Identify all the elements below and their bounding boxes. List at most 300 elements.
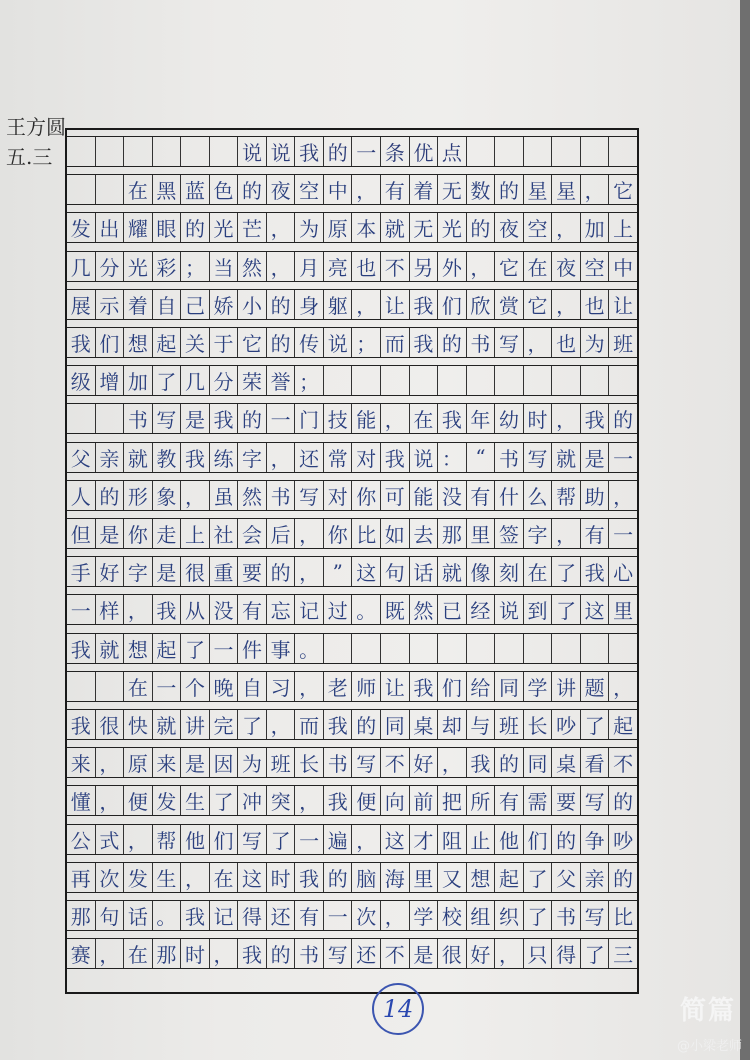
grid-cell [67, 175, 95, 204]
grid-cell: 同 [523, 748, 552, 777]
grid-cell: 刻 [494, 557, 523, 586]
grid-cell: 为 [580, 328, 609, 357]
grid-cell [437, 366, 466, 395]
grid-cell: 赛 [70, 943, 91, 968]
grid-cell: 写 [580, 786, 609, 815]
grid-cell: 虽 [209, 481, 238, 510]
grid-cell: ， [95, 748, 124, 777]
grid-cell: 赏 [494, 290, 523, 319]
grid-cell: 。 [152, 901, 181, 930]
grid-cell: 是 [95, 519, 124, 548]
grid-cell [523, 137, 552, 166]
grid-cell: 的 [266, 290, 295, 319]
grid-cell: 我 [180, 901, 209, 930]
grid-cell: 学 [523, 672, 552, 701]
grid-cell: 条 [380, 137, 409, 166]
grid-cell: 空 [580, 252, 609, 281]
grid-cell: 对 [323, 481, 352, 510]
grid-cell: 过 [323, 595, 352, 624]
grid-cell: 就 [123, 443, 152, 472]
text-row [67, 480, 637, 511]
grid-cell: 话 [123, 901, 152, 930]
grid-cell [67, 137, 95, 166]
grid-cell: 了 [551, 595, 580, 624]
grid-cell: 事 [266, 634, 295, 663]
grid-cell [608, 634, 637, 663]
grid-cell: ， [294, 786, 323, 815]
grid-cell: 好 [409, 748, 438, 777]
grid-cell: 晚 [209, 672, 238, 701]
grid-cell: 黑 [152, 175, 181, 204]
grid-cell: 们 [209, 825, 238, 854]
grid-cell: 快 [123, 710, 152, 739]
grid-cell: 既 [380, 595, 409, 624]
grid-cell: 从 [180, 595, 209, 624]
grid-cell: ； [294, 366, 323, 395]
grid-cell: 时 [266, 863, 295, 892]
grid-cell: 去 [409, 519, 438, 548]
grid-cell: ， [266, 252, 295, 281]
grid-cell: 是 [152, 557, 181, 586]
grid-cell: 出 [95, 213, 124, 242]
grid-cell: 社 [209, 519, 238, 548]
grid-cell: 光 [209, 213, 238, 242]
grid-cell: ， [209, 939, 238, 968]
grid-cell: 在 [123, 175, 152, 204]
grid-cell: 在 [123, 672, 152, 701]
grid-cell [551, 366, 580, 395]
grid-cell: 很 [180, 557, 209, 586]
grid-cell: 小 [237, 290, 266, 319]
grid-cell: 很 [95, 710, 124, 739]
text-row [67, 633, 637, 664]
grid-cell: 星 [551, 175, 580, 204]
grid-cell [580, 634, 609, 663]
grid-cell: 自 [237, 672, 266, 701]
grid-cell: 次 [95, 863, 124, 892]
grid-cell: 书 [123, 404, 152, 433]
grid-cell: ， [380, 901, 409, 930]
grid-cell: 着 [123, 290, 152, 319]
grid-cell: 给 [466, 672, 495, 701]
grid-cell: 了 [523, 863, 552, 892]
grid-cell: 还 [294, 443, 323, 472]
grid-cell: 这 [380, 825, 409, 854]
grid-cell: ， [551, 213, 580, 242]
page-number: 14 [372, 983, 424, 1035]
grid-cell: 他 [180, 825, 209, 854]
grid-cell [466, 634, 495, 663]
grid-cell: 了 [152, 366, 181, 395]
grid-cell: 另 [409, 252, 438, 281]
grid-cell: 来 [70, 752, 91, 777]
grid-cell: 中 [323, 175, 352, 204]
grid-cell: 传 [294, 328, 323, 357]
grid-cell: 着 [409, 175, 438, 204]
grid-cell: 幼 [494, 404, 523, 433]
grid-cell: 同 [494, 672, 523, 701]
grid-cell: 讲 [180, 710, 209, 739]
grid-cell: 帮 [152, 825, 181, 854]
grid-cell: 还 [351, 939, 380, 968]
grid-cell: 亲 [580, 863, 609, 892]
grid-cell: “ [466, 443, 495, 472]
grid-cell: 因 [209, 748, 238, 777]
grid-cell: 一 [209, 634, 238, 663]
grid-cell: ； [180, 252, 209, 281]
grid-cell: 题 [580, 672, 609, 701]
grid-cell: 走 [152, 519, 181, 548]
grid-cell: 芒 [237, 213, 266, 242]
grid-cell: 我 [580, 557, 609, 586]
grid-cell: 到 [523, 595, 552, 624]
grid-cell: 字 [523, 519, 552, 548]
text-row [67, 174, 637, 205]
grid-cell: 练 [209, 443, 238, 472]
grid-cell: 了 [580, 710, 609, 739]
grid-cell: 遍 [323, 825, 352, 854]
grid-cell: ， [266, 213, 295, 242]
grid-cell: 便 [123, 786, 152, 815]
grid-cell: 时 [523, 404, 552, 433]
grid-cell [123, 137, 152, 166]
grid-cell: 光 [123, 252, 152, 281]
grid-cell: 一 [608, 443, 637, 472]
grid-cell: 而 [380, 328, 409, 357]
grid-cell: 说 [237, 137, 266, 166]
grid-cell [494, 366, 523, 395]
grid-cell [466, 366, 495, 395]
grid-cell: 在 [523, 557, 552, 586]
grid-cell: 外 [437, 252, 466, 281]
grid-cell: 发 [123, 863, 152, 892]
grid-cell: 了 [180, 634, 209, 663]
grid-cell: 没 [209, 595, 238, 624]
grid-cell: 我 [294, 863, 323, 892]
grid-cell [551, 634, 580, 663]
grid-cell [95, 404, 124, 433]
grid-cell: 有 [294, 901, 323, 930]
grid-cell: 就 [380, 213, 409, 242]
grid-cell [494, 137, 523, 166]
grid-cell: 一 [351, 137, 380, 166]
grid-cell: 技 [323, 404, 352, 433]
grid-cell [67, 404, 95, 433]
grid-cell: 话 [409, 557, 438, 586]
grid-cell: 只 [523, 939, 552, 968]
grid-cell: 还 [266, 901, 295, 930]
grid-cell: 的 [180, 213, 209, 242]
grid-cell: 然 [237, 252, 266, 281]
grid-cell: 他 [494, 825, 523, 854]
grid-cell: 也 [580, 290, 609, 319]
grid-cell: 这 [237, 863, 266, 892]
grid-cell: 关 [180, 328, 209, 357]
grid-cell: ， [551, 519, 580, 548]
grid-cell: ； [351, 328, 380, 357]
grid-cell: 空 [523, 213, 552, 242]
text-row [67, 289, 637, 320]
grid-cell: 心 [608, 557, 637, 586]
grid-cell: 一 [152, 672, 181, 701]
grid-cell: 里 [466, 519, 495, 548]
grid-cell: 对 [351, 443, 380, 472]
grid-cell: 长 [523, 710, 552, 739]
grid-cell: ， [266, 443, 295, 472]
text-row [67, 556, 637, 587]
text-row [67, 824, 637, 855]
grid-cell: 师 [351, 672, 380, 701]
grid-cell: 止 [466, 825, 495, 854]
grid-cell: ， [266, 710, 295, 739]
grid-cell: 一 [70, 599, 91, 624]
grid-cell [523, 366, 552, 395]
grid-cell: 想 [466, 863, 495, 892]
grid-cell: 我 [180, 443, 209, 472]
grid-cell: 它 [494, 252, 523, 281]
grid-cell: 它 [608, 175, 637, 204]
grid-cell [95, 672, 124, 701]
grid-cell: 们 [523, 825, 552, 854]
grid-cell: 在 [123, 939, 152, 968]
grid-cell: 不 [380, 748, 409, 777]
grid-cell [380, 366, 409, 395]
grid-cell: 这 [580, 595, 609, 624]
grid-cell: 分 [209, 366, 238, 395]
grid-cell: 的 [266, 939, 295, 968]
grid-cell: ， [95, 939, 124, 968]
grid-cell: 手 [70, 561, 91, 586]
grid-cell: ， [437, 748, 466, 777]
grid-cell: 是 [409, 939, 438, 968]
grid-cell: 写 [494, 328, 523, 357]
grid-cell: 签 [494, 519, 523, 548]
grid-cell [466, 137, 495, 166]
grid-cell: 在 [409, 404, 438, 433]
grid-cell [580, 137, 609, 166]
grid-cell: 夜 [494, 213, 523, 242]
grid-cell: 们 [437, 672, 466, 701]
grid-cell: 的 [551, 825, 580, 854]
grid-cell: 忘 [266, 595, 295, 624]
grid-cell: 来 [152, 748, 181, 777]
grid-cell: 我 [70, 332, 91, 356]
grid-cell: 它 [523, 290, 552, 319]
grid-cell: 写 [237, 825, 266, 854]
grid-cell: 一 [608, 519, 637, 548]
grid-cell [551, 137, 580, 166]
grid-cell: ， [580, 175, 609, 204]
grid-cell: 的 [323, 863, 352, 892]
grid-cell: 中 [608, 252, 637, 281]
grid-cell: 公 [70, 828, 91, 853]
grid-cell: 了 [266, 825, 295, 854]
grid-cell: 。 [351, 595, 380, 624]
grid-cell: 是 [180, 404, 209, 433]
grid-cell: 书 [494, 443, 523, 472]
grid-cell: 不 [608, 748, 637, 777]
grid-cell: 数 [466, 175, 495, 204]
grid-cell: 无 [409, 213, 438, 242]
grid-cell: 一 [266, 404, 295, 433]
grid-cell: 助 [580, 481, 609, 510]
grid-cell: 句 [380, 557, 409, 586]
grid-cell: 眼 [152, 213, 181, 242]
grid-cell: 如 [380, 519, 409, 548]
grid-cell: 示 [95, 290, 124, 319]
grid-cell: 光 [437, 213, 466, 242]
grid-cell: 无 [437, 175, 466, 204]
grid-cell: 原 [123, 748, 152, 777]
grid-cell: ， [551, 404, 580, 433]
grid-cell: 为 [237, 748, 266, 777]
grid-cell: ， [351, 290, 380, 319]
text-row [67, 251, 637, 282]
grid-cell: ， [551, 290, 580, 319]
grid-cell: 加 [580, 213, 609, 242]
grid-cell: 冲 [237, 786, 266, 815]
grid-cell: ， [351, 825, 380, 854]
grid-cell: 那 [437, 519, 466, 548]
grid-cell: 学 [409, 901, 438, 930]
grid-cell: ” [323, 557, 352, 586]
grid-cell: 的 [323, 137, 352, 166]
grid-cell: 想 [123, 634, 152, 663]
grid-cell: 了 [551, 557, 580, 586]
grid-cell: 一 [323, 901, 352, 930]
grid-cell: 不 [380, 939, 409, 968]
grid-cell [95, 175, 124, 204]
grid-cell: 吵 [551, 710, 580, 739]
grid-cell: 自 [152, 290, 181, 319]
grid-cell: 有 [494, 786, 523, 815]
grid-cell: 的 [608, 404, 637, 433]
grid-cell: 欣 [466, 290, 495, 319]
grid-cell: 我 [294, 137, 323, 166]
grid-cell: 写 [580, 901, 609, 930]
grid-cell: 在 [209, 863, 238, 892]
grid-cell: 懂 [70, 790, 91, 815]
grid-cell: 身 [294, 290, 323, 319]
grid-cell: 但 [70, 523, 91, 547]
grid-cell: 才 [409, 825, 438, 854]
grid-cell: 一 [294, 825, 323, 854]
grid-cell: 班 [494, 710, 523, 739]
grid-cell: 次 [351, 901, 380, 930]
grid-cell: 的 [466, 213, 495, 242]
grid-cell: 有 [466, 481, 495, 510]
grid-cell: 脑 [351, 863, 380, 892]
grid-cell: 字 [237, 443, 266, 472]
grid-cell: 上 [180, 519, 209, 548]
grid-cell: 形 [123, 481, 152, 510]
grid-cell: 蓝 [180, 175, 209, 204]
grid-cell: 我 [580, 404, 609, 433]
grid-cell: 父 [70, 446, 91, 471]
grid-cell: 说 [409, 443, 438, 472]
grid-cell: 同 [380, 710, 409, 739]
grid-cell: 争 [580, 825, 609, 854]
grid-cell [351, 366, 380, 395]
grid-cell: 起 [494, 863, 523, 892]
grid-cell: 加 [123, 366, 152, 395]
grid-cell: 不 [380, 252, 409, 281]
grid-cell [323, 634, 352, 663]
grid-cell: 你 [123, 519, 152, 548]
grid-cell [95, 137, 124, 166]
grid-cell: 里 [409, 863, 438, 892]
grid-cell: 会 [237, 519, 266, 548]
grid-cell: 班 [608, 328, 637, 357]
text-row [67, 365, 637, 396]
grid-cell: 们 [95, 328, 124, 357]
grid-cell: ， [123, 595, 152, 624]
grid-cell: 里 [608, 595, 637, 624]
grid-cell: 的 [494, 748, 523, 777]
text-row [67, 747, 637, 778]
grid-cell: 亲 [95, 443, 124, 472]
grid-cell: 可 [380, 481, 409, 510]
grid-cell [351, 634, 380, 663]
grid-cell: 已 [437, 595, 466, 624]
grid-cell: 个 [180, 672, 209, 701]
text-row [67, 709, 637, 740]
grid-cell: 几 [180, 366, 209, 395]
grid-cell: 要 [237, 557, 266, 586]
grid-cell: 的 [494, 175, 523, 204]
grid-cell: 我 [70, 637, 91, 662]
grid-cell: 这 [351, 557, 380, 586]
grid-cell: 书 [551, 901, 580, 930]
grid-cell: 什 [494, 481, 523, 510]
grid-cell: 字 [123, 557, 152, 586]
grid-cell: 有 [237, 595, 266, 624]
grid-cell [494, 634, 523, 663]
grid-cell: ， [608, 672, 637, 701]
grid-cell: 突 [266, 786, 295, 815]
grid-cell: 然 [237, 481, 266, 510]
grid-cell: 要 [551, 786, 580, 815]
grid-cell: 经 [466, 595, 495, 624]
grid-cell: 桌 [551, 748, 580, 777]
grid-cell: 我 [237, 939, 266, 968]
grid-cell: 我 [437, 404, 466, 433]
grid-cell: 荣 [237, 366, 266, 395]
grid-cell: ： [437, 443, 466, 472]
grid-cell: 我 [323, 786, 352, 815]
grid-cell: 彩 [152, 252, 181, 281]
grid-cell: 展 [70, 293, 91, 318]
grid-cell: 象 [152, 481, 181, 510]
grid-cell: 老 [323, 672, 352, 701]
grid-cell: 有 [580, 519, 609, 548]
grid-cell: 得 [551, 939, 580, 968]
grid-cell: 帮 [551, 481, 580, 510]
grid-cell: 了 [209, 786, 238, 815]
grid-cell [67, 672, 95, 701]
grid-cell: 把 [437, 786, 466, 815]
grid-cell: 书 [266, 481, 295, 510]
grid-cell: 几 [70, 255, 91, 280]
grid-cell: 生 [180, 786, 209, 815]
grid-cell: 很 [437, 939, 466, 968]
text-row [67, 785, 637, 816]
grid-cell: 让 [608, 290, 637, 319]
grid-cell [580, 366, 609, 395]
grid-cell: 长 [294, 748, 323, 777]
grid-cell: ， [123, 825, 152, 854]
grid-cell [323, 366, 352, 395]
